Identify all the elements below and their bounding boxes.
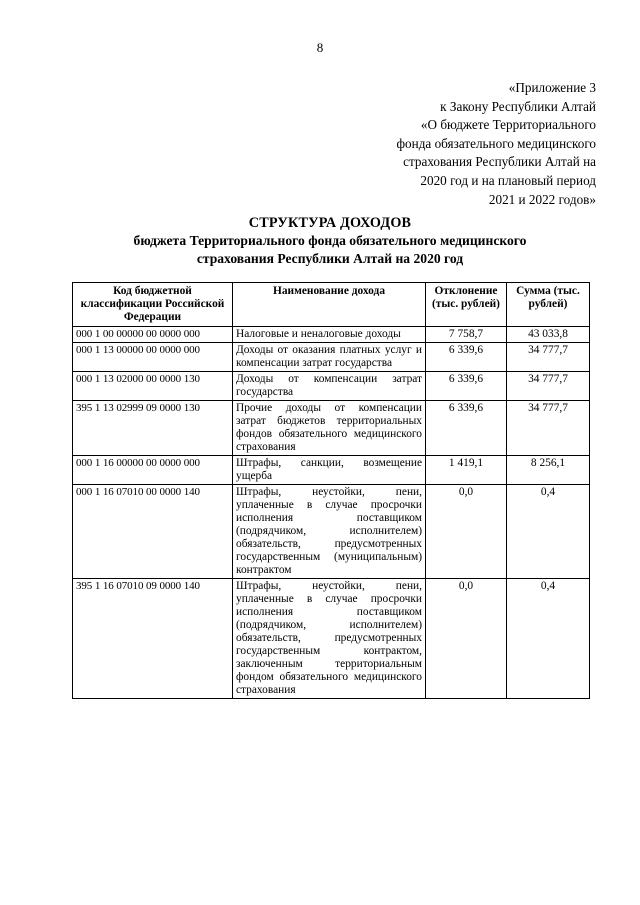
table-header-row — [73, 283, 590, 327]
cell-name: Доходы от оказания платных услуг и компенсации затрат государства — [233, 343, 426, 372]
table-row — [73, 343, 590, 372]
cell-code: 000 1 16 00000 00 0000 000 — [73, 456, 233, 485]
title-line-1: СТРУКТУРА ДОХОДОВ — [248, 215, 412, 231]
cell-sum: 0,4 — [507, 485, 590, 579]
title-line-2: бюджета Территориального фонда обязательного медицинского — [133, 233, 527, 248]
cell-code: 000 1 13 02000 00 0000 130 — [73, 372, 233, 401]
cell-name: Штрафы, неустойки, пени, уплаченные в случае просрочки исполнения поставщиком (подрядчиком, исполнителем) обязательств, предусмотренных государственным (муниципальным) контрактом — [233, 485, 426, 579]
cell-sum: 8 256,1 — [507, 456, 590, 485]
cell-code: 000 1 16 07010 00 0000 140 — [73, 485, 233, 579]
appendix-reference — [336, 79, 596, 209]
table-row — [73, 401, 590, 456]
cell-deviation: 0,0 — [426, 579, 507, 699]
cell-sum: 34 777,7 — [507, 401, 590, 456]
appendix-line: «О бюджете Территориального — [420, 117, 596, 133]
cell-sum: 43 033,8 — [507, 327, 590, 343]
cell-code: 000 1 00 00000 00 0000 000 — [73, 327, 233, 343]
header-sum: Сумма (тыс. рублей) — [507, 283, 590, 327]
cell-deviation: 0,0 — [426, 485, 507, 579]
cell-name: Доходы от компенсации затрат государства — [233, 372, 426, 401]
cell-code: 395 1 16 07010 09 0000 140 — [73, 579, 233, 699]
cell-code: 000 1 13 00000 00 0000 000 — [73, 343, 233, 372]
header-deviation: Отклонение (тыс. рублей) — [426, 283, 507, 327]
appendix-line: 2021 и 2022 годов» — [488, 191, 596, 207]
table-row — [73, 372, 590, 401]
table-row — [73, 485, 590, 579]
appendix-line: страхования Республики Алтай на — [403, 154, 596, 170]
cell-name: Прочие доходы от компенсации затрат бюджетов территориальных фондов обязательного медицинского страхования — [233, 401, 426, 456]
appendix-line: 2020 год и на плановый период — [420, 172, 596, 188]
cell-deviation: 6 339,6 — [426, 343, 507, 372]
table-row — [73, 579, 590, 699]
header-code: Код бюджетной классификации Российской Федерации — [73, 283, 233, 327]
cell-deviation: 1 419,1 — [426, 456, 507, 485]
cell-sum: 0,4 — [507, 579, 590, 699]
cell-sum: 34 777,7 — [507, 372, 590, 401]
table-row — [73, 327, 590, 343]
table-row — [73, 456, 590, 485]
cell-deviation: 6 339,6 — [426, 372, 507, 401]
cell-name: Штрафы, неустойки, пени, уплаченные в случае просрочки исполнения поставщиком (подрядчиком, исполнителем) обязательств, предусмотренных государственным контрактом, заключенным территориальным фондом обязательного медицинского страхования — [233, 579, 426, 699]
header-name: Наименование дохода — [233, 283, 426, 327]
document-title — [70, 214, 590, 268]
cell-deviation: 7 758,7 — [426, 327, 507, 343]
income-structure-table — [72, 282, 590, 699]
appendix-line: фонда обязательного медицинского — [396, 135, 596, 151]
appendix-line: «Приложение 3 — [508, 80, 596, 95]
page-number: 8 — [316, 40, 324, 55]
cell-name: Штрафы, санкции, возмещение ущерба — [233, 456, 426, 485]
title-line-3: страхования Республики Алтай на 2020 год — [196, 251, 464, 266]
cell-sum: 34 777,7 — [507, 343, 590, 372]
cell-code: 395 1 13 02999 09 0000 130 — [73, 401, 233, 456]
appendix-line: к Закону Республики Алтай — [440, 98, 596, 114]
cell-deviation: 6 339,6 — [426, 401, 507, 456]
cell-name: Налоговые и неналоговые доходы — [233, 327, 426, 343]
